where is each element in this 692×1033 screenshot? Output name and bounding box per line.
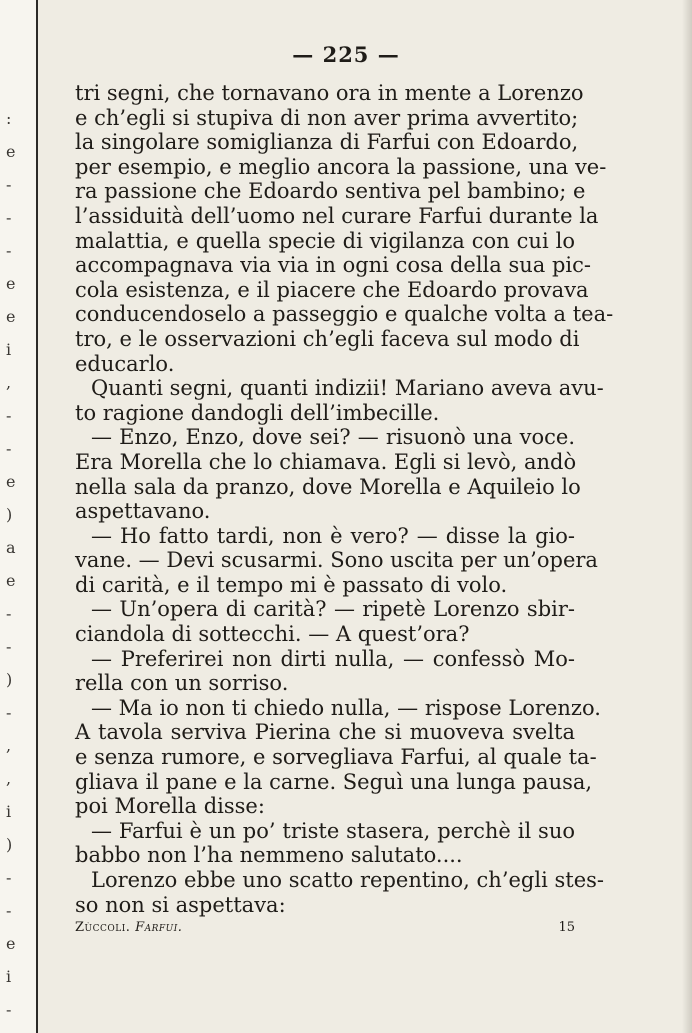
- margin-glyph: ): [6, 505, 13, 524]
- text-line: l’assiduità dell’uomo nel curare Farfui durante la: [75, 203, 599, 228]
- margin-glyph: e: [6, 307, 16, 326]
- margin-glyph: -: [6, 241, 12, 260]
- text-line: ciandola di sottecchi. — A quest’ora?: [75, 622, 470, 647]
- page-footer: [75, 920, 575, 940]
- text-line: malattia, e quella specie di vigilanza con cui lo: [75, 228, 575, 253]
- text-line: babbo non l’ha nemmeno salutato....: [75, 843, 463, 868]
- text-line: — Ho fatto tardi, non è vero? — disse la gio-: [91, 523, 575, 548]
- text-line: per esempio, e meglio ancora la passione, una ve-: [75, 154, 607, 179]
- margin-glyph: i: [6, 802, 12, 821]
- margin-glyph: ,: [6, 769, 12, 788]
- margin-glyph: -: [6, 208, 12, 227]
- text-line: — Ma io non ti chiedo nulla, — rispose Lorenzo.: [91, 695, 601, 720]
- page-number: — 225 —: [292, 42, 400, 67]
- margin-glyph: -: [6, 703, 12, 722]
- footer-author-title: [75, 920, 182, 935]
- text-line: — Un’opera di carità? — ripetè Lorenzo sbir-: [91, 597, 575, 622]
- margin-glyph: -: [6, 1000, 12, 1019]
- text-line: — Farfui è un po’ triste stasera, perchè il suo: [91, 818, 575, 843]
- body-text: [75, 81, 614, 917]
- margin-glyph: ,: [6, 373, 12, 392]
- signature-mark: 15: [558, 920, 575, 935]
- margin-glyph: -: [6, 868, 12, 887]
- margin-glyph: -: [6, 406, 12, 425]
- margin-glyph: -: [6, 637, 12, 656]
- margin-glyph: i: [6, 967, 12, 986]
- margin-glyph: e: [6, 142, 16, 161]
- text-line: cola esistenza, e il piacere che Edoardo provava: [75, 277, 589, 302]
- text-line: e senza rumore, e sorvegliava Farfui, al quale ta-: [75, 745, 597, 770]
- margin-glyph: ): [6, 835, 13, 854]
- text-line: to ragione dandogli dell’imbecille.: [75, 400, 440, 425]
- page-shadow: [682, 0, 692, 1033]
- text-line: tri segni, che tornavano ora in mente a Lorenzo: [75, 81, 584, 105]
- text-line: — Preferirei non dirti nulla, — confessò Mo-: [91, 646, 575, 671]
- text-line: gliava il pane e la carne. Seguì una lunga pausa,: [75, 769, 593, 794]
- text-line: di carità, e il tempo mi è passato di volo.: [75, 572, 508, 597]
- text-line: so non si aspettava:: [75, 892, 286, 917]
- text-line: poi Morella disse:: [75, 794, 265, 819]
- margin-glyph: ,: [6, 736, 12, 755]
- text-line: aspettavano.: [75, 499, 211, 524]
- text-line: e ch’egli si stupiva di non aver prima avvertito;: [75, 105, 579, 130]
- text-line: rella con un sorriso.: [75, 671, 289, 696]
- margin-glyph: -: [6, 175, 12, 194]
- margin-glyph: i: [6, 340, 12, 359]
- footer-author: Zùccoli.: [75, 920, 131, 935]
- text-line: tro, e le osservazioni ch’egli faceva sul modo di: [75, 326, 580, 351]
- margin-glyph: e: [6, 571, 16, 590]
- text-line: accompagnava via via in ogni cosa della sua pic-: [75, 253, 591, 278]
- margin-glyph: e: [6, 934, 16, 953]
- text-line: nella sala da pranzo, dove Morella e Aquileio lo: [75, 474, 581, 499]
- text-line: — Enzo, Enzo, dove sei? — risuonò una voce.: [91, 425, 575, 450]
- margin-glyph: a: [6, 538, 16, 557]
- margin-glyph: ): [6, 670, 13, 689]
- text-line: educarlo.: [75, 351, 175, 376]
- text-line: ra passione che Edoardo sentiva pel bambino; e: [75, 179, 586, 204]
- text-line: conducendoselo a passeggio e qualche volta a tea-: [75, 302, 614, 327]
- margin-glyph: -: [6, 439, 12, 458]
- margin-glyph: :: [6, 109, 12, 128]
- text-line: Quanti segni, quanti indizii! Mariano aveva avu-: [91, 376, 604, 401]
- text-line: Era Morella che lo chiamava. Egli si levò, andò: [75, 449, 577, 474]
- margin-glyph: -: [6, 901, 12, 920]
- margin-glyph: e: [6, 472, 16, 491]
- text-line: la singolare somiglianza di Farfui con Edoardo,: [75, 130, 579, 155]
- margin-glyph: -: [6, 604, 12, 623]
- text-line: Lorenzo ebbe uno scatto repentino, ch’egli stes-: [91, 868, 604, 892]
- adjacent-page-edge: [0, 0, 38, 1033]
- text-line: vane. — Devi scusarmi. Sono uscita per un’opera: [75, 548, 598, 573]
- footer-title: Farfui.: [135, 920, 183, 935]
- text-line: A tavola serviva Pierina che si muoveva svelta: [75, 720, 575, 745]
- margin-glyph: e: [6, 274, 16, 293]
